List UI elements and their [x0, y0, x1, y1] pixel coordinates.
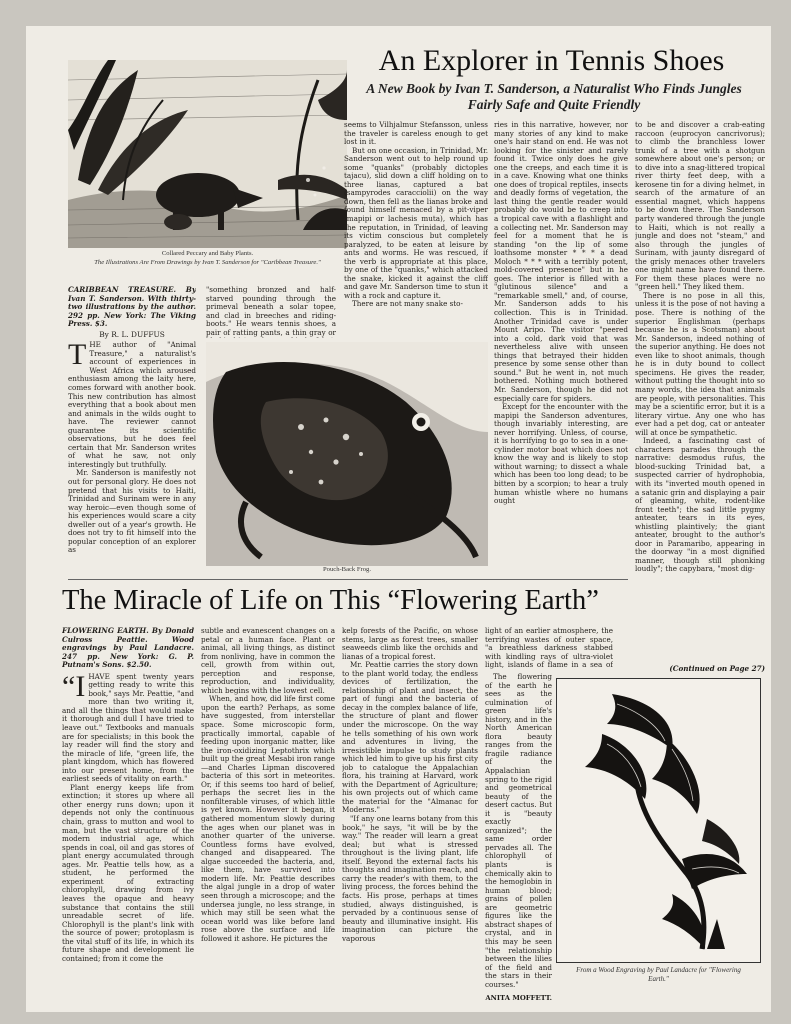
- article1-col1-p1: HE author of "Animal Treasure," a naturalist's account of experiences in West Africa which aroused enthusiasm among the laity here, comes forward with another book. This new contribution has almost everything that a book about men and animals in the wilds ought to have. The reviewer cannot guarantee its scientific observations, but he does feel certain that Mr. Sanderson writes of what he saw, not only interestingly but truthfully.: [68, 340, 196, 469]
- article1-dropcap: T: [68, 338, 87, 372]
- article1-col3-p1: seems to Vilhjalmur Stefansson, unless the traveler is careless enough to get lost in it.: [344, 121, 488, 147]
- frog-drawing-svg: [206, 342, 488, 566]
- article1-col4-p2: Except for the encounter with the mapipi the Sanderson adventures, though invariably interesting, are never horrifying. Unless, of course, it is horrifying to go to sea in a one-cylinder motor boat which does not know the way and is likely to stop without warning; to dissect a whale which has been too long dead; to be bitten by a scorpion; to hear a truly human whistle where no humans ought: [494, 402, 628, 506]
- article2-col3-p2: Mr. Peattie carries the story down to the plant world today, the endless devices of fertilization, the relationship of plant and insect, the part of fungi and the bacteria of decay in the complex balance of life, the structure of plant and flower under the microscope. On the way he tells something of his own work and adventures in living, the irresistible impulse to study plants which led him to give up his first city job to catalogue the Appalachian flora, his training at Harvard, work with the Department of Agriculture; his own projects out of which came the material for the "Almanac for Moderns.": [342, 660, 478, 815]
- article1-column-3: [344, 121, 488, 339]
- article1-subheadline: A New Book by Ivan T. Sanderson, a Naturalist Who Finds Jungles Fairly Safe and Quite Friendly: [366, 81, 742, 112]
- article2-column-2: [201, 627, 335, 1007]
- article2-col1-p1: HAVE spent twenty years getting ready to write this book," says Mr. Peattie, "and more than two writing it, and all the things that would make it thorough and dull I have tried to leave out." Textbooks and manuals are for specialists; in this book the lay reader will find the story and the miracle of life, "green life, the plant kingdom, which has flowered into our present home, from the earliest seeds of vitality on earth.": [62, 671, 194, 784]
- engraving-svg: [557, 679, 760, 962]
- continued-notice: (Continued on Page 27): [669, 664, 765, 673]
- peccary-illustration: [68, 60, 347, 248]
- image1-credit: The Illustrations Are From Drawings by Ivan T. Sanderson for "Caribbean Treasure.": [94, 259, 321, 266]
- article2-col2-p1: subtle and evanescent changes on a petal or a human face. Plant or animal, all living things, as distinct from nonliving, have in common the cell, growth from within out, perception and response, reproduction, and individuality, which begins with the lowest cell.: [201, 627, 335, 695]
- article1-byline: By R. L. DUFFUS: [99, 329, 165, 339]
- article2-signature: ANITA MOFFETT.: [485, 994, 552, 1002]
- article1-col3-p3: There are not many snake sto-: [352, 299, 463, 309]
- newspaper-page: [26, 26, 771, 1012]
- article1-headline: An Explorer in Tennis Shoes: [378, 44, 725, 77]
- engraving-caption: From a Wood Engraving by Paul Landacre for "Flowering Earth.": [576, 966, 741, 983]
- image1-caption: Collared Peccary and Baby Plants.: [161, 250, 254, 257]
- article1-col4-p1: ries in this narrative, however, nor many stories of any kind to make one's hair stand on end. He was not looking for the sinister and rarely found it. Twice only does he give one the creeps, and each time it is in a cave. Knowing what one thinks one does of tropical reptiles, insects and deadly forms of vegetation, the last thing the gentle reader would probably do would be to creep into a tropical cave with a flashlight and a collecting net. Mr. Sanderson may feel for a moment that he is standing "on the lip of some loathsome monster * * * a dead Moloch * * * with a terribly potent, mold-covered presence" but in he goes. The interior is filled with a "glutinous silence" and a "remarkable smell," and, of course, Mr. Sanderson adds to his collection. This is in Trinidad. Another Trinidad cave is under Mount Aripo. The visitor "peered into a cold, dark void that was nevertheless alive with unseen things that betrayed their hidden presence by some sense other than sound." But he went in, not much bothered. Nothing much bothered Mr. Sanderson, though he did not especially care for spiders.: [494, 121, 628, 403]
- article1-column-1: [68, 286, 196, 574]
- flower-wood-engraving: [556, 678, 761, 963]
- peccary-drawing-svg: [68, 60, 347, 248]
- pouch-back-frog-illustration: [206, 342, 488, 566]
- article1-column-5: [635, 121, 765, 661]
- article1-col2-p1: "something bronzed and half-starved pounding through the primeval beneath a solar topee, and clad in breeches and riding-boots." He wears tennis shoes, a pair of ratting pants, a thin gray or: [206, 286, 336, 337]
- article1-col5-p1: to be and discover a crab-eating raccoon (euprocyon cancrivorus); to climb the branchless lower trunk of a tree with a shotgun somewhere about one's person; or to dive into a snag-littered tropical river thirty feet deep, with a kerosene tin for a diving helmet, in search of the armature of an essential magnet, which happens to be down there. The Sanderson party wandered through the jungle to Haiti, which is not really a jungle and does not "steam," and also through the jungles of Surinam, with jaunty disregard of the grisly menaces other travelers one might name have found there. For them these places were no "green hell." They liked them.: [635, 121, 765, 292]
- article2-col1-p2: Plant energy keeps life from extinction; it stores up where all other energy runs down; upon it depends not only the continuous chain, grass to mutton and wool to man, but the vast structure of the modern industrial age, which spends in coal, oil and gas stores of plant energy accumulated through ages. Mr. Peattie tells how, as a student, he performed the experiment of extracting chlorophyll, drawing from ivy leaves the opaque and heavy substance that contains the still unreadable secret of life. Chlorophyll is the plant's link with the source of power; protoplasm is the vital stuff of its life, in which its future shape and development lie contained; from it come the: [62, 782, 194, 963]
- article-separator: [68, 579, 628, 580]
- article2-col2-p2: When, and how, did life first come upon the earth? Perhaps, as some have suggested, from interstellar space. Some microscopic form, practically immortal, capable of feeding upon inorganic matter, like the iron-oxidizing Leptothrix which built up the great Mesabi iron range—and Charles Lipman discovered bacteria of this sort in meteorites. Or, if this seems too hard of belief, perhaps the secret lies in the nonfilterable viruses, of which little is yet known. However it began, it gathered momentum slowly during the ages when our planet was in another quarter of the universe. Countless forms have evolved, changed and disappeared. The algae succeeded the bacteria, and, like them, have survived into modern life. Mr. Peattie describes the algal jungle in a drop of water seen through a microscope; and the undersea jungle, no less strange, in which may still be seen what the ocean world was like before land rose above the surface and life followed it ashore. He pictures the: [201, 694, 335, 943]
- article1-col5-p2: There is no pose in all this, unless it is the pose of not having a pose. There is nothing of the superior Englishman (perhaps because he is a Scotsman) about Mr. Sanderson, indeed nothing of the superior anything. He does not even like to shoot animals, though he is in duty bound to collect specimens. He gives the reader, without putting the thought into so many words, the idea that animals are people, with personalities. This may be a scientific error, but it is a literary virtue. Any one who has ever had a pet dog, cat or anteater will at once be sympathetic.: [635, 290, 765, 437]
- article2-column-3: [342, 627, 478, 1007]
- article2-column-1: [62, 627, 194, 1007]
- image2-caption: Pouch-Back Frog.: [323, 566, 371, 573]
- article1-book-info: CARIBBEAN TREASURE. By Ivan T. Sanderson. With thirty-two illustrations by the author. 292 pp. New York: The Viking Press. $3.: [68, 286, 196, 329]
- article1-col1-p2: Mr. Sanderson is manifestly not out for personal glory. He does not pretend that his visits to Haiti, Trinidad and Surinam were in any way heroic—even though some of his experiences would scare a city dweller out of a year's growth. He does not try to fit himself into the popular conception of an explorer as: [68, 468, 196, 555]
- article2-column-4: [485, 627, 613, 669]
- article1-column-2: [206, 286, 336, 338]
- article2-headline: The Miracle of Life on This “Flowering Earth”: [62, 585, 599, 616]
- article2-dropcap: “I: [62, 669, 86, 703]
- article1-column-4: [494, 121, 628, 579]
- article2-col3-p1: kelp forests of the Pacific, on whose stems, large as forest trees, smaller seaweeds climb like the orchids and lianas of a tropical forest.: [342, 627, 478, 661]
- article1-col3-p2: But on one occasion, in Trinidad, Mr. Sanderson went out to help round up some "quanks" (probably dictoples tajacu), slid down a cliff holding on to three lianas, captured a bat (sampyrodes caracciolii) on the way down, then fell as the lianas broke and found himself menaced by a pit-viper (mapipi or lachesis muta), which has the reputation, in Trinidad, of leaving its victim conscious but completely paralyzed, to be eaten at leisure by ants and worms. He was rescued, if the verb is appropriate at this place, by one of the "quanks," which attacked the snake, kicked it against the cliff and gave Mr. Sanderson time to stun it with a rock and capture it.: [344, 145, 488, 300]
- article1-col5-p3: Indeed, a fascinating cast of characters parades through the narrative: desmodus rufus, the blood-sucking Trinidad bat, a suspected carrier of hydrophobia, with its "inverted mouth opened in a satanic grin and displaying a pair of gleaming, white, rodent-like front teeth"; the sad little pygmy anteater, tears in its eyes, whistling plaintively; the giant anteater, brought to the author's door in Paramaribo, appearing in the doorway "in a most dignified manner, though still phonking loudly"; the capybara, "most dig-: [635, 436, 765, 574]
- article2-book-info: FLOWERING EARTH. By Donald Culross Peattie. Wood engravings by Paul Landacre. 247 pp. New York: G. P. Putnam's Sons. $2.50.: [62, 627, 194, 670]
- article2-col4-p2: The flowering of the earth he sees as the culmination of green life's history, and in the North American flora beauty ranges from the fragile radiance of the Appalachian spring to the rigid and geometrical beauty of the desert cactus. But it is "beauty exactly organized"; the same order pervades all. The chlorophyll of plants is chemically akin to the hemoglobin in human blood; grains of pollen are geometric figures like the abstract shapes of crystal, and in this may be seen "the relationship between the lilies of the field and the stars in their courses.": [485, 673, 552, 989]
- article2-column-4b: [485, 673, 552, 991]
- article2-col3-p3: "If any one learns botany from this book," he says, "it will be by the way." The reader will learn a great deal; but what is stressed throughout is the living plant, life itself. Beyond the external facts his thoughts and imagination reach, and carry the reader's with them, to the living process, the forces behind the facts. His prose, perhaps at times studied, always distinguished, is pervaded by a continuous sense of beauty and illuminative insight. His imagination can picture the vaporous: [342, 814, 478, 943]
- article2-col4-p1: light of an earlier atmosphere, the terrifying wastes of outer space, "a breathless darkness stabbed with kindling rays of ultra-violet light, islands of flame in a sea of: [485, 627, 613, 669]
